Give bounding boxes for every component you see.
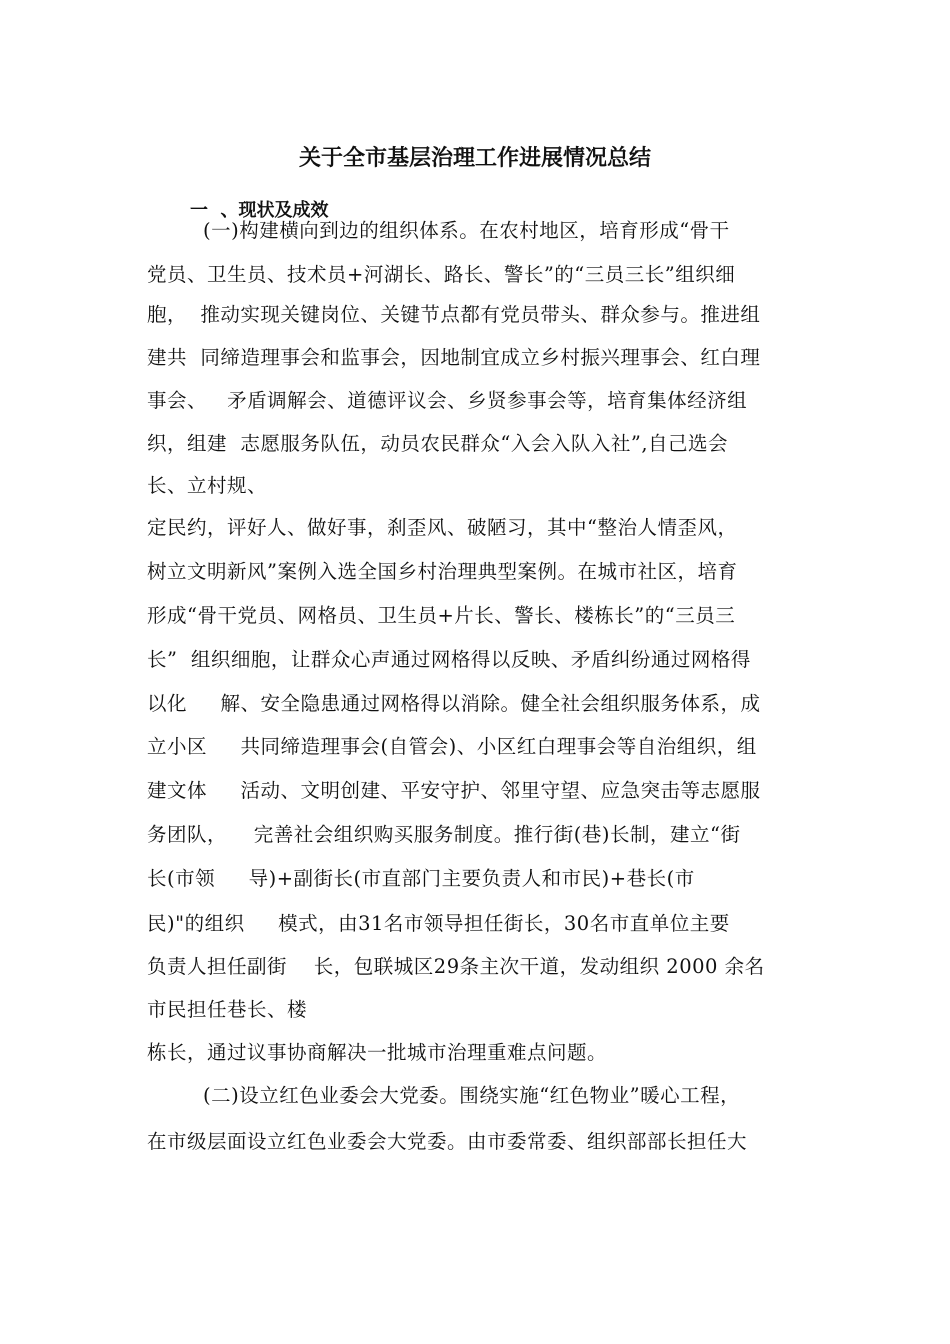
text-line: 长” 组织细胞，让群众心声通过网格得以反映、矛盾纠纷通过网格得: [147, 648, 751, 671]
text-line: 织，组建 志愿服务队伍，动员农民群众“入会入队入社”,自己选会: [147, 432, 729, 455]
document-title: 关于全市基层治理工作进展情况总结: [298, 146, 651, 171]
text-line: 栋长，通过议事协商解决一批城市治理重难点问题。: [147, 1041, 608, 1064]
text-line: 在市级层面设立红色业委会大党委。由市委常委、组织部部长担任大: [147, 1130, 748, 1153]
text-line: 形成“骨干党员、网格员、卫生员+片长、警长、楼栋长”的“三员三: [147, 604, 736, 627]
text-line: 负责人担任副街 长，包联城区29条主次干道，发动组织 2000 余名: [147, 955, 765, 978]
text-line: 建文体 活动、文明创建、平安守护、邻里守望、应急突击等志愿服: [147, 779, 761, 802]
text-line: 事会、 矛盾调解会、道德评议会、乡贤参事会等，培育集体经济组: [147, 389, 748, 412]
text-line: 以化 解、安全隐患通过网格得以消除。健全社会组织服务体系，成: [147, 692, 761, 715]
text-line: 务团队， 完善社会组织购买服务制度。推行街(巷)长制，建立“街: [147, 823, 741, 846]
section-heading: 一 、现状及成效: [190, 200, 329, 221]
text-line: 市民担任巷长、楼: [147, 998, 308, 1021]
text-line: 长(市领 导)+副街长(市直部门主要负责人和市民)+巷长(市: [147, 867, 695, 890]
text-line: 胞， 推动实现关键岗位、关键节点都有党员带头、群众参与。推进组: [147, 303, 761, 326]
text-line: 定民约，评好人、做好事，刹歪风、破陋习，其中“整治人情歪风，: [147, 516, 738, 539]
text-line: 党员、卫生员、技术员+河湖长、路长、警长”的“三员三长”组织细: [147, 263, 736, 286]
text-line: 立小区 共同缔造理事会(自管会)、小区红白理事会等自治组织，组: [147, 735, 757, 758]
text-line: 建共 同缔造理事会和监事会，因地制宜成立乡村振兴理事会、红白理: [147, 346, 761, 369]
text-line: 树立文明新风”案例入选全国乡村治理典型案例。在城市社区，培育: [147, 560, 738, 583]
text-line: 民)"的组织 模式，由31名市领导担任街长，30名市直单位主要: [147, 912, 730, 935]
text-line: (一)构建横向到边的组织体系。在农村地区，培育形成“骨干: [203, 219, 730, 242]
text-line: 长、立村规、: [147, 474, 268, 497]
text-line: (二)设立红色业委会大党委。围绕实施“红色物业”暖心工程，: [203, 1084, 741, 1107]
